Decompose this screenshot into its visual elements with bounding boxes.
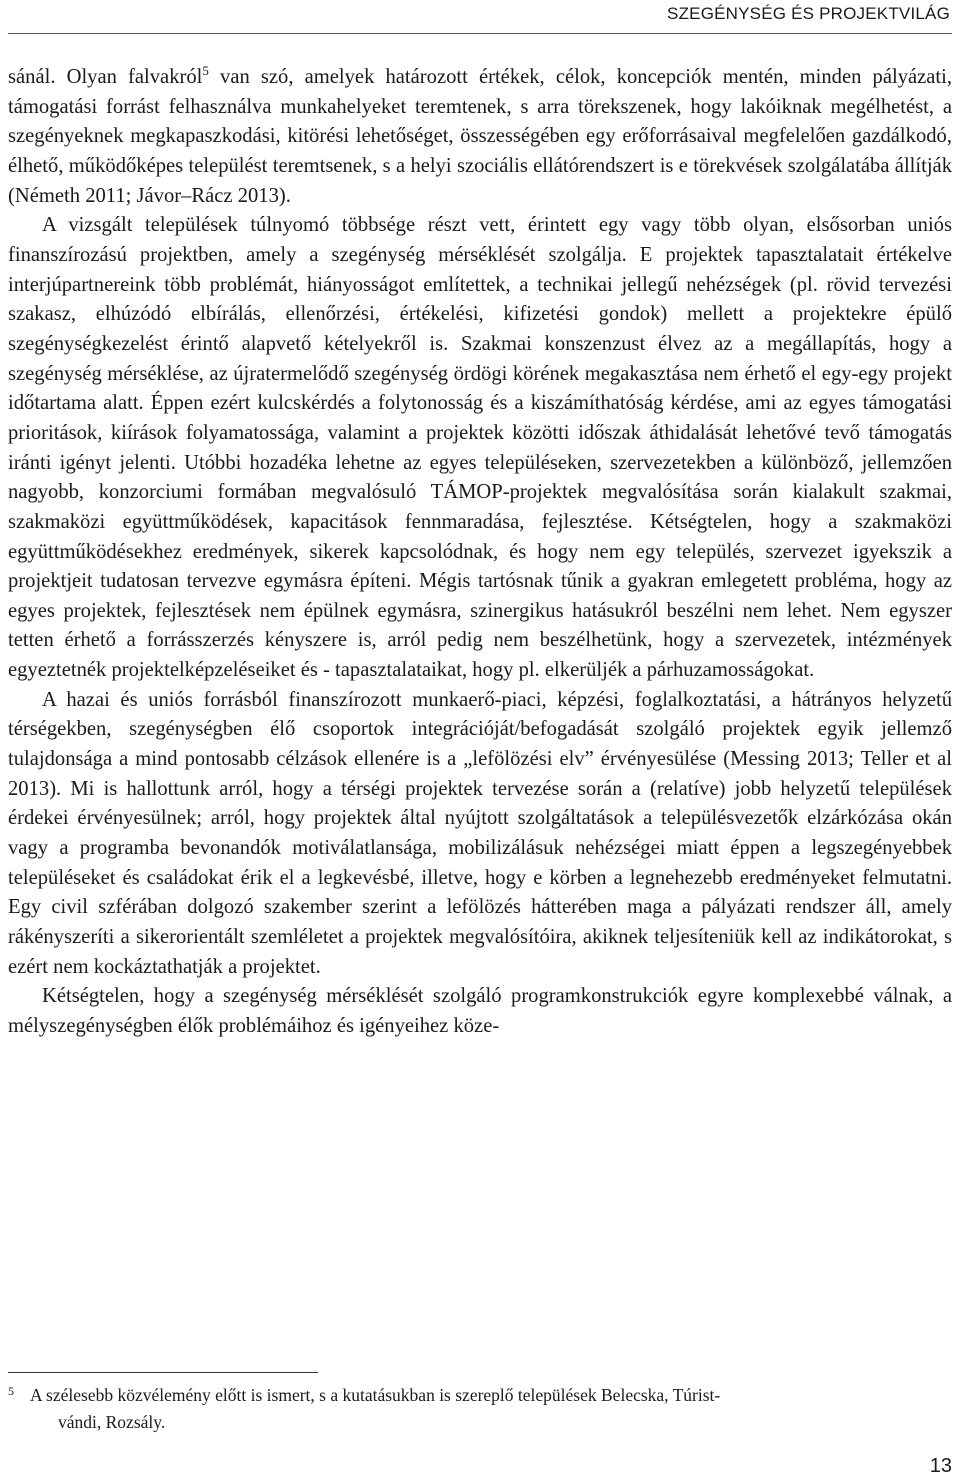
footnote-number: 5 bbox=[8, 1384, 14, 1398]
footnote-reference[interactable]: 5 bbox=[202, 63, 209, 78]
paragraph-1-start: sánál. Olyan falvakról bbox=[8, 66, 203, 88]
footnote-line-2: vándi, Rozsály. bbox=[58, 1412, 166, 1432]
footnote bbox=[8, 1382, 952, 1436]
paragraph-1-rest: van szó, amelyek határozott értékek, célok, koncepciók mentén, minden pályázati, támogatási forrást felhasználva munkahelyeket teremtenek, s arra törekszenek, hogy lakóiknak megélhetést, a szegényeknek megkapaszkodási, kitörési lehetőséget, összességében egy erőforrásaival megfelelően gazdálkodó, élhető, működőképes települést teremtsenek, s a helyi szociális ellátórendszert is e törekvések szolgálatába állítják (Németh 2011; Jávor–Rácz 2013). bbox=[8, 66, 953, 207]
paragraph-1 bbox=[8, 63, 952, 211]
running-header: SZEGÉNYSÉG ÉS PROJEKTVILÁG bbox=[667, 4, 950, 23]
paragraph-4: Kétségtelen, hogy a szegénység mérséklését szolgáló programkonstrukciók egyre komplexebbé válnak, a mélyszegénységben élők problémáihoz és igényeihez köze- bbox=[8, 985, 952, 1037]
paragraph-2: A vizsgált települések túlnyomó többsége részt vett, érintett egy vagy több olyan, elsősorban uniós finanszírozású projektben, amely a szegénység mérséklését szolgálja. E projektek tapasztalatait értékelve interjúpartnereink több problémát, hiányosságot említettek, a technikai jellegű nehézségek (pl. rövid tervezési szakasz, elhúzódó elbírálás, ellenőrzési, értékelési, kifizetési gondok) mellett a projektekre épülő szegénységkezelést érintő alapvető kételyekről is. Szakmai konszenzust élvez az a megállapítás, hogy a szegénység mérséklése, az újratermelődő szegénység ördögi körének megakasztása nem érhető el egy-egy projekt időtartama alatt. Éppen ezért kulcskérdés a folytonosság és a kiszámíthatóság kérdése, ami az egyes támogatási prioritások, kiírások folyamatossága, valamint a projektek közötti időszak áthidalását lehetővé tevő támogatás iránti igényt jelenti. Utóbbi hozadéka lehetne az egyes településeken, szervezetekben a különböző, jellemzően nagyobb, konzorciumi formában megvalósuló TÁMOP-projektek megvalósítása során kialakult szakmai, szakmaközi együttműködések, kapacitások fennmaradása, fejlesztése. Kétségtelen, hogy a szakmaközi együttműködésekhez eredmények, sikerek kapcsolódnak, és hogy nem egy település, szervezet igyekszik a projektjeit tudatosan tervezve egymásra építeni. Mégis tartósnak tűnik a gyakran emlegetett probléma, hogy az egyes projektek, fejlesztések nem épülnek egymásra, szinergikus hatásukról beszélni nem lehet. Nem egyszer tetten érhető a forrásszerzés kényszere is, arról pedig nem beszélhetünk, hogy a szervezetek, intézmények egyeztetnék projektelképzeléseiket és - tapasztalataikat, hogy pl. elkerüljék a párhuzamosságokat. bbox=[8, 214, 952, 682]
paragraph-3: A hazai és uniós forrásból finanszírozott munkaerő-piaci, képzési, foglalkoztatási, a hátrányos helyzetű térségekben, szegénységben élő csoportok integrációját/befogadását szolgáló projektek egyik jellemző tulajdonsága a mind pontosabb célzások ellenére is a „lefölözési elv” érvényesülése (Messing 2013; Teller et al 2013). Mi is hallottunk arról, hogy a térségi projektek tervezése során a (relatíve) jobb helyzetű települések érdekei érvényesülnek; arról, hogy projektek által nyújtott szolgáltatások a településvezetők elzárkózása okán vagy a programba bevonandók motiválatlansága, mobilizálásuk nehézségei miatt éppen a legszegényebbek településeket és családokat érik el a legkevésbé, illetve, hogy e körben a legnehezebb eredményeket felmutatni. Egy civil szférában dolgozó szakember szerint a lefölözés hátterében maga a pályázati rendszer áll, amely rákényszeríti a sikerorientált szemléletet a projektek megvalósítóira, akiknek teljesíteniük kell az indikátorokat, s ezért nem kockáztathatják a projektet. bbox=[8, 688, 952, 978]
footnote-line-1: A szélesebb közvélemény előtt is ismert, s a kutatásukban is szereplő települések Belecska, Túrist- bbox=[30, 1385, 721, 1405]
page-number: 13 bbox=[929, 1455, 952, 1477]
footnote-rule bbox=[8, 1372, 318, 1373]
footnote-text bbox=[8, 1382, 952, 1436]
body-text bbox=[8, 63, 952, 1042]
header-rule bbox=[8, 33, 952, 34]
